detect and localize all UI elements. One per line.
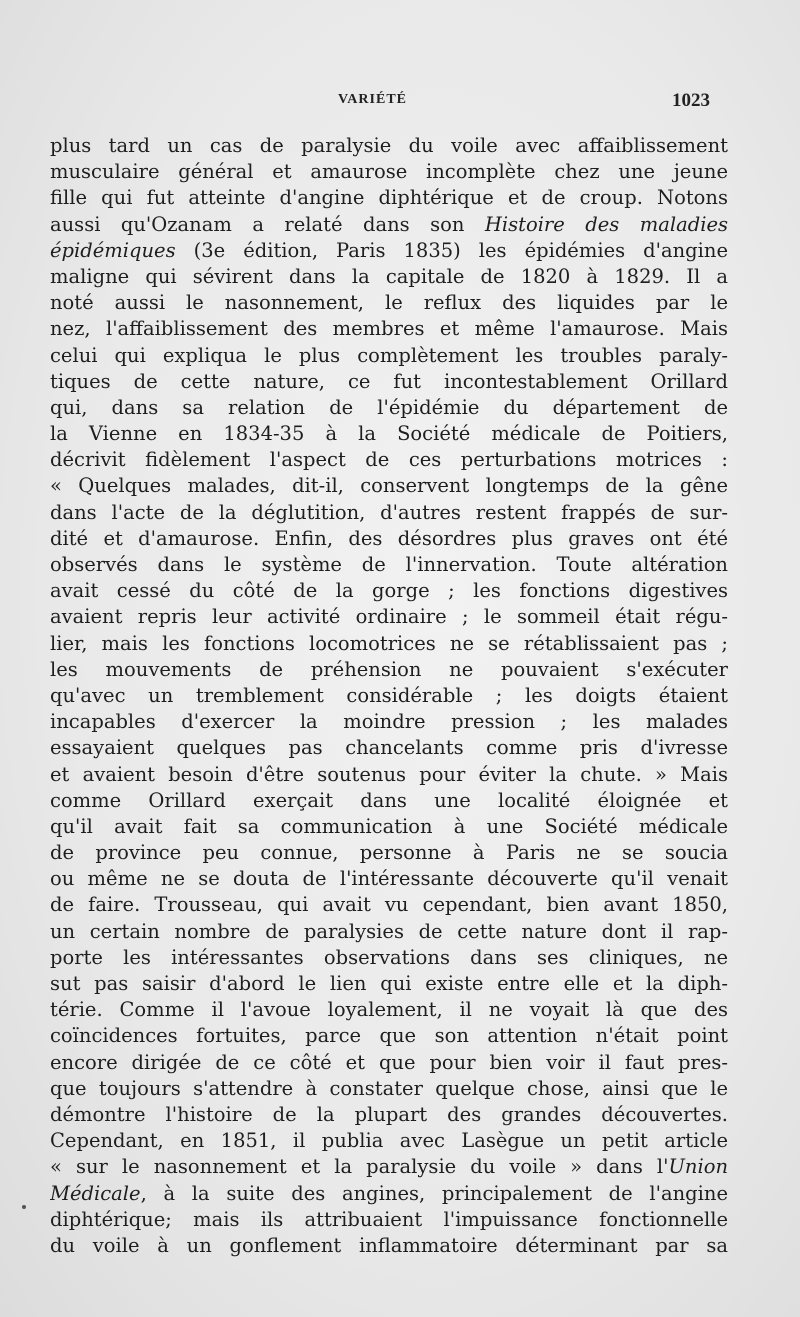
text-line [50, 1154, 728, 1180]
text-line [50, 290, 728, 316]
margin-mark [22, 1205, 26, 1209]
text-segment: essayaient quelques pas chancelants comme pris d'ivresse [50, 736, 728, 760]
text-segment: coïncidences fortuites, parce que son attention n'était point [50, 1024, 728, 1048]
text-segment: musculaire général et amaurose incomplète chez une jeune [50, 160, 728, 184]
text-segment: , à la suite des angines, principalement de l'angine [140, 1181, 728, 1205]
text-segment: les mouvements de préhension ne pouvaient s'exécuter [50, 657, 728, 681]
text-segment: noté aussi le nasonnement, le reflux des liquides par le [50, 291, 728, 315]
text-line [50, 604, 728, 630]
text-line [50, 473, 728, 499]
text-segment: tiques de cette nature, ce fut incontestablement Orillard [50, 369, 728, 393]
text-segment: térie. Comme il l'avoue loyalement, il ne voyait là que des [50, 998, 728, 1022]
text-segment: « sur le nasonnement et la paralysie du voile » dans l' [50, 1155, 669, 1179]
text-line [50, 866, 728, 892]
text-segment: aussi qu'Ozanam a relaté dans son [50, 212, 485, 236]
text-segment: dité et d'amaurose. Enfin, des désordres plus graves ont été [50, 526, 728, 550]
text-segment: sut pas saisir d'abord le lien qui existe entre elle et la diph- [50, 972, 728, 995]
text-line [50, 1050, 728, 1076]
text-segment: maligne qui sévirent dans la capitale de 1820 à 1829. Il a [50, 264, 728, 288]
text-line [50, 526, 728, 552]
text-segment: plus tard un cas de paralysie du voile avec affaiblissement [50, 134, 728, 157]
italic-title-text: Union [668, 1155, 728, 1179]
text-line [50, 762, 728, 788]
text-line [50, 814, 728, 840]
text-segment: celui qui expliqua le plus complètement les troubles paraly- [50, 343, 728, 367]
text-segment: avait cessé du côté de la gorge ; les fonctions digestives [50, 579, 728, 603]
text-line [50, 552, 728, 578]
text-line [50, 1207, 728, 1233]
text-line [50, 840, 728, 866]
italic-title-text: Histoire des maladies [484, 212, 728, 236]
text-line [50, 1128, 728, 1154]
text-line [50, 395, 728, 421]
text-line [50, 709, 728, 735]
running-head [0, 92, 800, 116]
text-segment: décrivit fidèlement l'aspect de ces perturbations motrices : [50, 448, 728, 472]
text-segment: observés dans le système de l'innervation. Toute altération [50, 553, 728, 576]
text-segment: que toujours s'attendre à constater quelque chose, ainsi que le [50, 1076, 728, 1100]
text-line [50, 631, 728, 657]
text-segment: incapables d'exercer la moindre pression ; les malades [50, 710, 728, 734]
text-segment: qui, dans sa relation de l'épidémie du département de [50, 395, 728, 419]
text-line [50, 1076, 728, 1102]
text-line [50, 657, 728, 683]
text-line [50, 578, 728, 604]
text-line [50, 945, 728, 971]
text-segment: (3e édition, Paris 1835) les épidémies d'angine [175, 238, 728, 262]
text-segment: Cependant, en 1851, il publia avec Lasègue un petit article [50, 1129, 728, 1153]
text-line [50, 788, 728, 814]
text-line [50, 238, 728, 264]
text-segment: et avaient besoin d'être soutenus pour éviter la chute. » Mais [50, 762, 728, 786]
text-segment: démontre l'histoire de la plupart des grandes découvertes. [50, 1102, 728, 1126]
text-line [50, 316, 728, 342]
page-number: 1023 [672, 90, 710, 111]
text-segment: lier, mais les fonctions locomotrices ne se rétablissaient pas ; [50, 631, 728, 655]
text-line [50, 133, 728, 159]
text-line [50, 264, 728, 290]
text-line [50, 1181, 728, 1207]
text-segment: du voile à un gonflement inflammatoire déterminant par sa [50, 1233, 728, 1257]
text-segment: diphtérique; mais ils attribuaient l'impuissance fonctionnelle [50, 1207, 728, 1231]
text-line [50, 369, 728, 395]
text-segment: nez, l'affaiblissement des membres et même l'amaurose. Mais [50, 317, 728, 341]
text-segment: la Vienne en 1834-35 à la Société médicale de Poitiers, [50, 422, 728, 446]
italic-title-text: épidémiques [50, 238, 176, 262]
text-segment: de province peu connue, personne à Paris ne se soucia [50, 841, 728, 865]
text-line [50, 212, 728, 238]
text-segment: encore dirigée de ce côté et que pour bien voir il faut pres- [50, 1050, 728, 1074]
text-segment: porte les intéressantes observations dans ses cliniques, ne [50, 945, 728, 969]
text-line [50, 997, 728, 1023]
text-line [50, 1233, 728, 1259]
text-line [50, 159, 728, 185]
text-line [50, 421, 728, 447]
text-segment: dans l'acte de la déglutition, d'autres restent frappés de sur- [50, 500, 728, 524]
text-line [50, 735, 728, 761]
text-segment: fille qui fut atteinte d'angine diphtérique et de croup. Notons [50, 186, 728, 210]
text-segment: « Quelques malades, dit-il, conservent longtemps de la gêne [50, 474, 728, 498]
running-head-title: VARIÉTÉ [338, 92, 407, 107]
text-line [50, 1102, 728, 1128]
italic-title-text: Médicale [50, 1181, 141, 1205]
text-segment: de faire. Trousseau, qui avait vu cependant, bien avant 1850, [50, 893, 728, 917]
text-segment: un certain nombre de paralysies de cette nature dont il rap- [50, 919, 728, 943]
text-line [50, 343, 728, 369]
text-line [50, 500, 728, 526]
text-line [50, 447, 728, 473]
text-line [50, 1023, 728, 1049]
text-segment: qu'il avait fait sa communication à une Société médicale [50, 814, 728, 838]
text-line [50, 185, 728, 211]
text-segment: comme Orillard exerçait dans une localité éloignée et [50, 788, 728, 812]
text-segment: avaient repris leur activité ordinaire ; le sommeil était régu- [50, 605, 728, 629]
text-line [50, 971, 728, 997]
text-line [50, 683, 728, 709]
text-segment: ou même ne se douta de l'intéressante découverte qu'il venait [50, 867, 728, 891]
text-segment: qu'avec un tremblement considérable ; les doigts étaient [50, 683, 728, 707]
body-text [50, 133, 728, 1259]
text-line [50, 919, 728, 945]
text-line [50, 892, 728, 918]
